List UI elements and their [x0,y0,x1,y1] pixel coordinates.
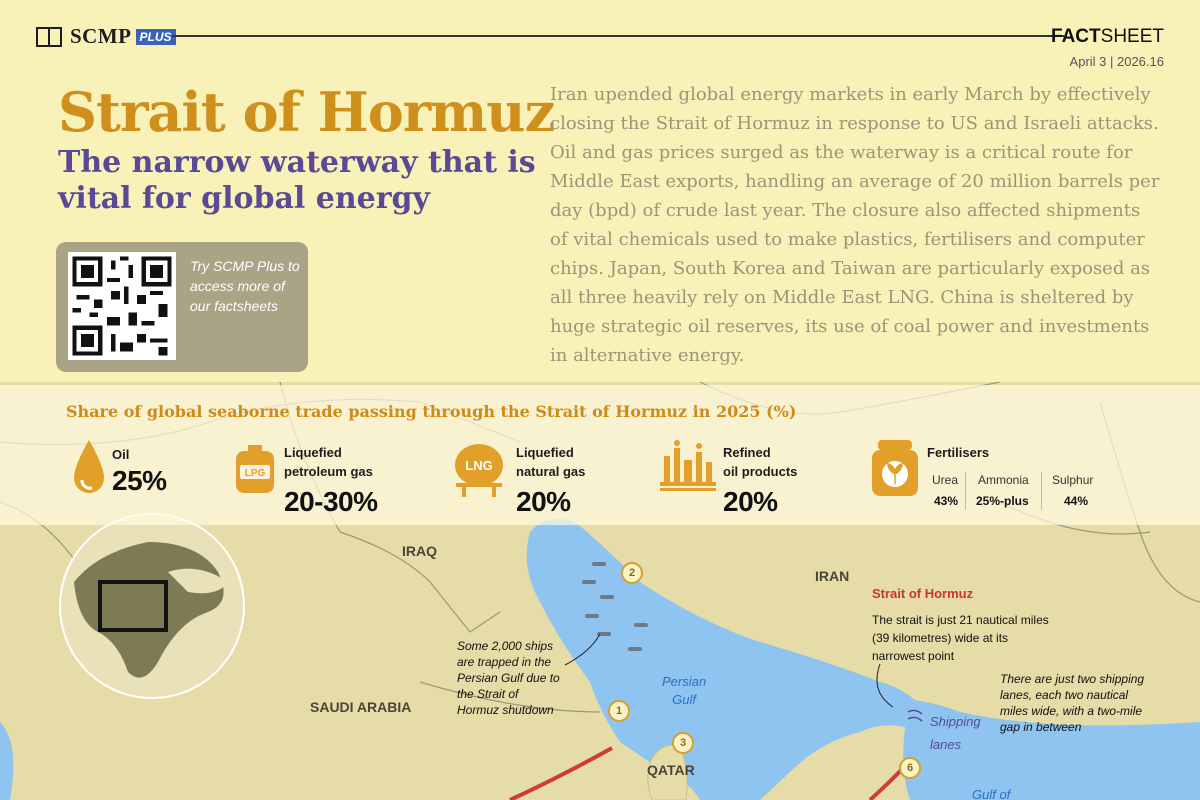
gulf-of-oman-label: Gulf of [972,787,1011,800]
map-marker-1: 1 [608,700,630,722]
brand-tag: PLUS [136,29,176,45]
header-rule [172,35,1064,37]
lpg-label: Liquefied petroleum gas [284,445,373,479]
divider [965,472,966,510]
oil-label: Oil [112,447,130,462]
lng-label: Liquefied natural gas [516,445,586,479]
ammonia-label: Ammonia [978,473,1029,487]
map-marker-6: 6 [899,757,921,779]
strait-width-note: The strait is just 21 nautical miles (39 kilometres) wide at its narrowest point [872,613,1049,663]
book-icon [36,27,62,47]
factsheet-label: FACTSHEET [1051,26,1164,47]
country-label-saudi: SAUDI ARABIA [310,699,412,715]
intro-paragraph: Iran upended global energy markets in early March by effectively closing the Strait of Hormuz in response to US and Israeli attacks. Oil and gas prices surged as the waterway is a critical route for Middle East exports, handling an average of 20 million barrels per day (bpd) of crude last year. The closure also affected shipments of vital chemicals used to make plastics, fertilisers and computer chips. Japan, South Korea and Taiwan are particularly exposed as all three heavily rely on Middle East LNG. China is sheltered by huge strategic oil reserves, its use of coal power and investments in alternative energy. [550,84,1160,366]
country-label-iran: IRAN [815,568,850,584]
sulphur-value: 44% [1064,494,1089,508]
divider [1041,472,1042,510]
promo-box[interactable] [56,242,308,372]
lpg-tank-icon [234,445,276,497]
map-marker-3: 3 [672,732,694,754]
oil-value: 25% [112,465,167,496]
persian-gulf-label: Persian Gulf [662,674,707,707]
qr-code-icon[interactable] [68,252,176,360]
top-bar [36,24,1164,48]
svg-text:LNG: LNG [465,458,493,473]
refined-label: Refined oil products [723,445,798,479]
oil-drop-icon [72,438,106,496]
share-title: Share of global seaborne trade passing through the Strait of Hormuz in 2025 (%) [66,402,797,421]
trapped-ships-note: Some 2,000 ships are trapped in the Persian Gulf due to the Strait of Hormuz shutdown [457,639,560,717]
urea-value: 43% [934,494,959,508]
fertilisers-label: Fertilisers [927,445,990,460]
shipping-lanes-note: There are just two shipping lanes, each two nautical miles wide, with a two-mile gap in between [1000,672,1145,734]
page-title: Strait of Hormuz [58,80,555,144]
ammonia-value: 25%-plus [976,494,1029,508]
lng-value: 20% [516,486,571,517]
country-label-iraq: IRAQ [402,543,437,559]
brand-name: SCMP [70,24,132,48]
shipping-lanes-label: Shipping lanes [930,714,981,752]
refinery-icon [660,438,716,492]
fertiliser-sack-icon [870,440,920,498]
svg-text:LPG: LPG [244,468,266,479]
page-subtitle: The narrow waterway that is vital for global energy [58,145,536,216]
map-marker-2: 2 [621,562,643,584]
promo-text[interactable]: Try SCMP Plus to access more of our factsheets [190,258,300,314]
globe-inset [58,512,246,700]
brand-logo[interactable] [36,24,176,49]
lng-tank-icon [452,443,506,499]
country-label-qatar: QATAR [647,762,695,778]
lpg-value: 20-30% [284,486,378,517]
sulphur-label: Sulphur [1052,473,1094,487]
urea-label: Urea [932,473,959,487]
dateline: April 3 | 2026.16 [1069,54,1164,69]
refined-value: 20% [723,486,778,517]
strait-title: Strait of Hormuz [872,586,974,601]
